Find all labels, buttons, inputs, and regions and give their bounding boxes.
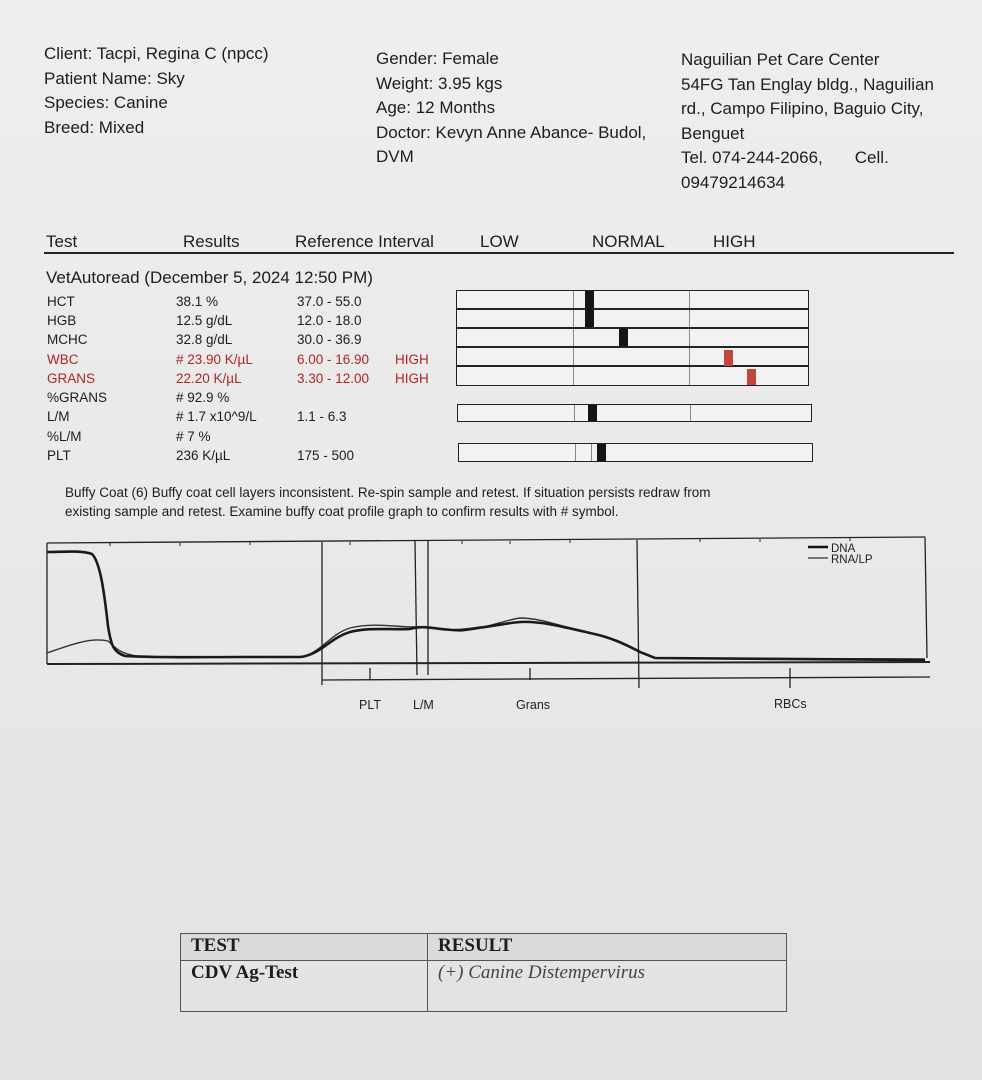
grans-region-right (637, 540, 639, 688)
client-name: Client: Tacpi, Regina C (npcc) (44, 44, 269, 63)
high-level-marker (747, 369, 756, 385)
test-result: 22.20 K/µL (176, 371, 242, 386)
col-low: LOW (480, 232, 519, 251)
doctor-line1: Doctor: Kevyn Anne Abance- Budol, (376, 122, 647, 142)
normal-high-divider (690, 405, 691, 421)
row-line (457, 365, 808, 367)
cdv-test-header: TEST (181, 934, 428, 961)
test-result: # 92.9 % (176, 390, 230, 405)
buffy-coat-note (65, 483, 711, 521)
test-name: MCHC (47, 332, 88, 347)
patient-info (44, 42, 269, 140)
test-name: WBC (47, 352, 79, 367)
gender: Gender: Female (376, 49, 499, 68)
result-flag: HIGH (395, 352, 429, 367)
patient-name: Patient Name: Sky (44, 68, 185, 88)
run-title: VetAutoread (December 5, 2024 12:50 PM) (46, 268, 373, 287)
graph-legend (808, 543, 873, 566)
clinic-cell: 09479214634 (681, 172, 786, 192)
legend-rna: RNA/LP (831, 554, 873, 566)
row-line (457, 308, 808, 310)
reference-interval: 37.0 - 55.0 (297, 294, 362, 309)
buffy-coat-graph (0, 530, 982, 730)
test-name: %L/M (47, 429, 82, 444)
legend-dna: DNA (831, 543, 856, 555)
test-result: 38.1 % (176, 294, 219, 309)
graph-baseline (47, 662, 930, 664)
normal-high-divider (591, 444, 592, 461)
row-line (457, 346, 808, 348)
test-name: GRANS (47, 371, 96, 386)
test-result: # 23.90 K/µL (176, 352, 253, 367)
age: Age: 12 Months (376, 98, 496, 117)
result-flag: HIGH (395, 371, 429, 386)
test-name: HGB (47, 313, 77, 328)
test-name: %GRANS (47, 390, 108, 405)
col-reference: Reference Interval (295, 232, 434, 251)
reference-interval: 1.1 - 6.3 (297, 409, 347, 424)
label-rbcs: RBCs (774, 697, 807, 711)
test-result: 32.8 g/dL (176, 332, 233, 347)
reference-interval: 12.0 - 18.0 (297, 313, 362, 328)
col-test: Test (46, 232, 78, 251)
test-result: 236 K/µL (176, 448, 231, 463)
col-high: HIGH (713, 232, 756, 251)
label-lm: L/M (413, 698, 434, 712)
range-bar-group (456, 290, 809, 386)
lm-region-left (415, 541, 417, 675)
range-bar-plt (458, 443, 813, 462)
note-line1: Buffy Coat (6) Buffy coat cell layers inconsistent. Re-spin sample and retest. If situation persists redraw from (65, 485, 711, 500)
label-plt: PLT (359, 698, 381, 712)
cdv-header-row (181, 934, 787, 961)
doctor-line2: DVM (376, 147, 414, 166)
species: Species: Canine (44, 93, 168, 112)
cdv-test-result: (+) Canine Distempervirus (428, 961, 787, 1012)
clinic-info (681, 48, 934, 195)
reference-interval: 30.0 - 36.9 (297, 332, 362, 347)
test-result: 12.5 g/dL (176, 313, 233, 328)
rna-lp-curve (47, 618, 925, 659)
clinic-address2: rd., Campo Filipino, Baguio City, (681, 99, 924, 118)
breed: Breed: Mixed (44, 117, 145, 137)
reference-interval: 175 - 500 (297, 448, 355, 463)
test-result: # 1.7 x10^9/L (176, 409, 257, 424)
test-name: HCT (47, 294, 75, 309)
level-marker (619, 328, 628, 346)
clinic-address1: 54FG Tan Englay bldg., Naguilian (681, 74, 934, 94)
note-line2: existing sample and retest. Examine buffy coat profile graph to confirm results with # symbol. (65, 504, 619, 519)
level-marker (597, 444, 606, 461)
reference-interval: 3.30 - 12.00 (297, 371, 370, 386)
label-grans: Grans (516, 698, 551, 712)
cdv-test-table (180, 933, 787, 1012)
weight: Weight: 3.95 kgs (376, 73, 503, 93)
clinic-name: Naguilian Pet Care Center (681, 50, 880, 69)
col-results: Results (183, 232, 240, 251)
clinic-tel: Tel. 074-244-2066, (681, 148, 823, 167)
range-bar-lm (457, 404, 812, 422)
low-normal-divider (575, 444, 576, 461)
level-marker (588, 405, 597, 421)
clinic-address3: Benguet (681, 123, 745, 143)
reference-interval: 6.00 - 16.90 (297, 352, 370, 367)
clinic-phone (681, 146, 934, 171)
row-line (457, 327, 808, 329)
patient-details (376, 47, 646, 170)
test-name: L/M (47, 409, 70, 424)
graph-top-border (47, 537, 925, 543)
low-normal-divider (574, 405, 575, 421)
cdv-test-name: CDV Ag-Test (181, 961, 428, 1012)
high-level-marker (724, 350, 733, 366)
cdv-result-row (181, 961, 787, 1012)
level-marker (585, 309, 594, 327)
graph-right-border (925, 537, 927, 658)
normal-high-divider (689, 291, 690, 385)
low-normal-divider (573, 291, 574, 385)
header-divider (44, 252, 954, 254)
col-normal: NORMAL (592, 232, 665, 251)
test-result: # 7 % (176, 429, 211, 444)
cdv-result-header: RESULT (428, 934, 787, 961)
test-name: PLT (47, 448, 71, 463)
level-marker (585, 291, 594, 309)
clinic-cell-label: Cell. (854, 148, 889, 167)
graph-axis (322, 677, 930, 680)
dna-curve (47, 552, 925, 661)
